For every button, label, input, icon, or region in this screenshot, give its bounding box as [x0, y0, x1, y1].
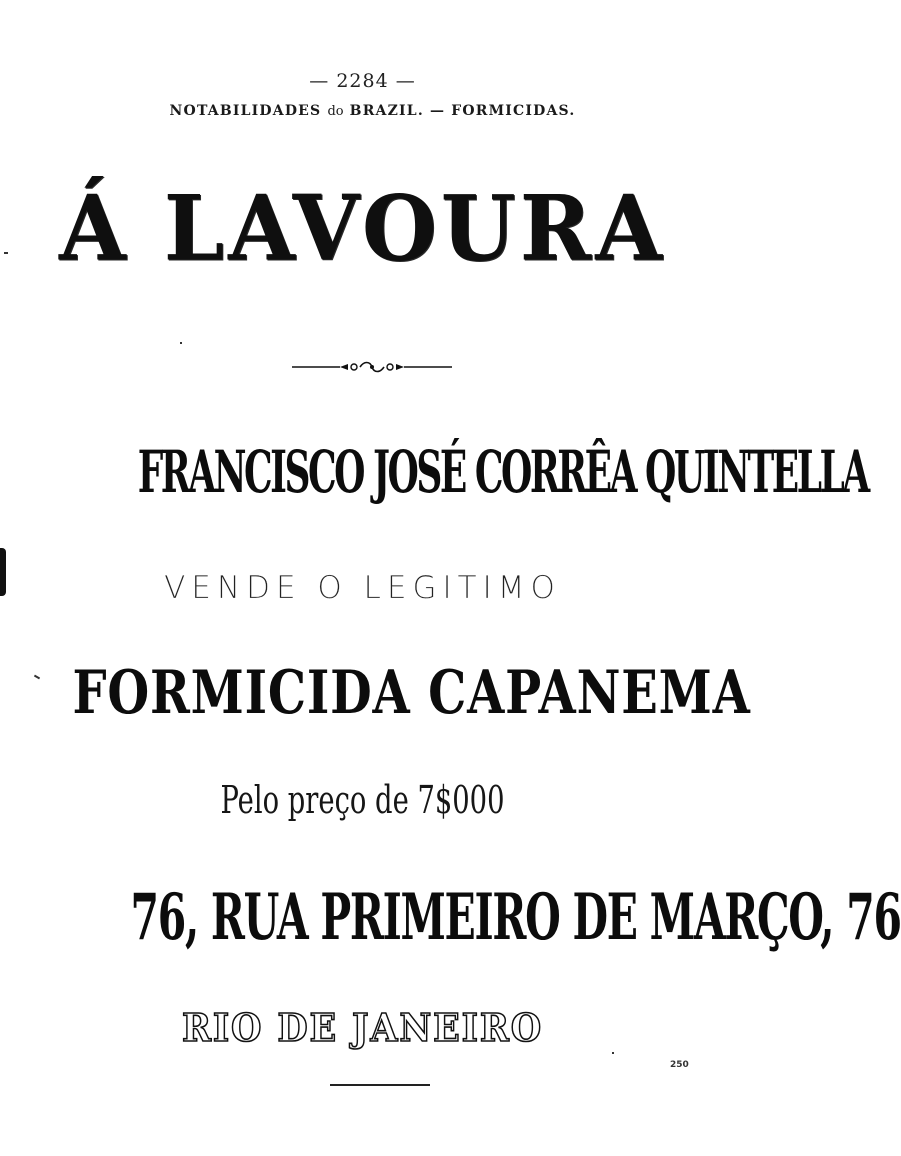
page-edge-mark	[0, 548, 6, 596]
page-number: — 2284 —	[309, 70, 416, 92]
running-head	[10, 103, 735, 119]
city-line: RIO DE JANEIRO	[181, 1005, 544, 1050]
running-head-part2: do	[327, 104, 344, 119]
running-head-part1: NOTABILIDADES	[169, 103, 322, 119]
closing-rule	[330, 1084, 430, 1086]
print-speck	[34, 675, 40, 680]
running-head-part3: BRAZIL. — FORMICIDAS.	[349, 103, 576, 119]
advert-title: Á LAVOURA	[59, 175, 666, 282]
print-speck	[180, 342, 182, 344]
sells-line: VENDE O LEGITIMO	[164, 570, 561, 606]
print-speck	[612, 1052, 614, 1054]
address-line: 76, RUA PRIMEIRO DE MARÇO, 76	[130, 880, 901, 955]
price-line: Pelo preço de 7$000	[220, 778, 505, 822]
product-name: FORMICIDA CAPANEMA	[72, 658, 751, 728]
plate-number: 250	[670, 1060, 689, 1070]
print-speck	[4, 252, 8, 254]
merchant-name: FRANCISCO JOSÉ CORRÊA QUINTELLA	[137, 438, 868, 506]
ornamental-divider-icon	[290, 358, 454, 376]
